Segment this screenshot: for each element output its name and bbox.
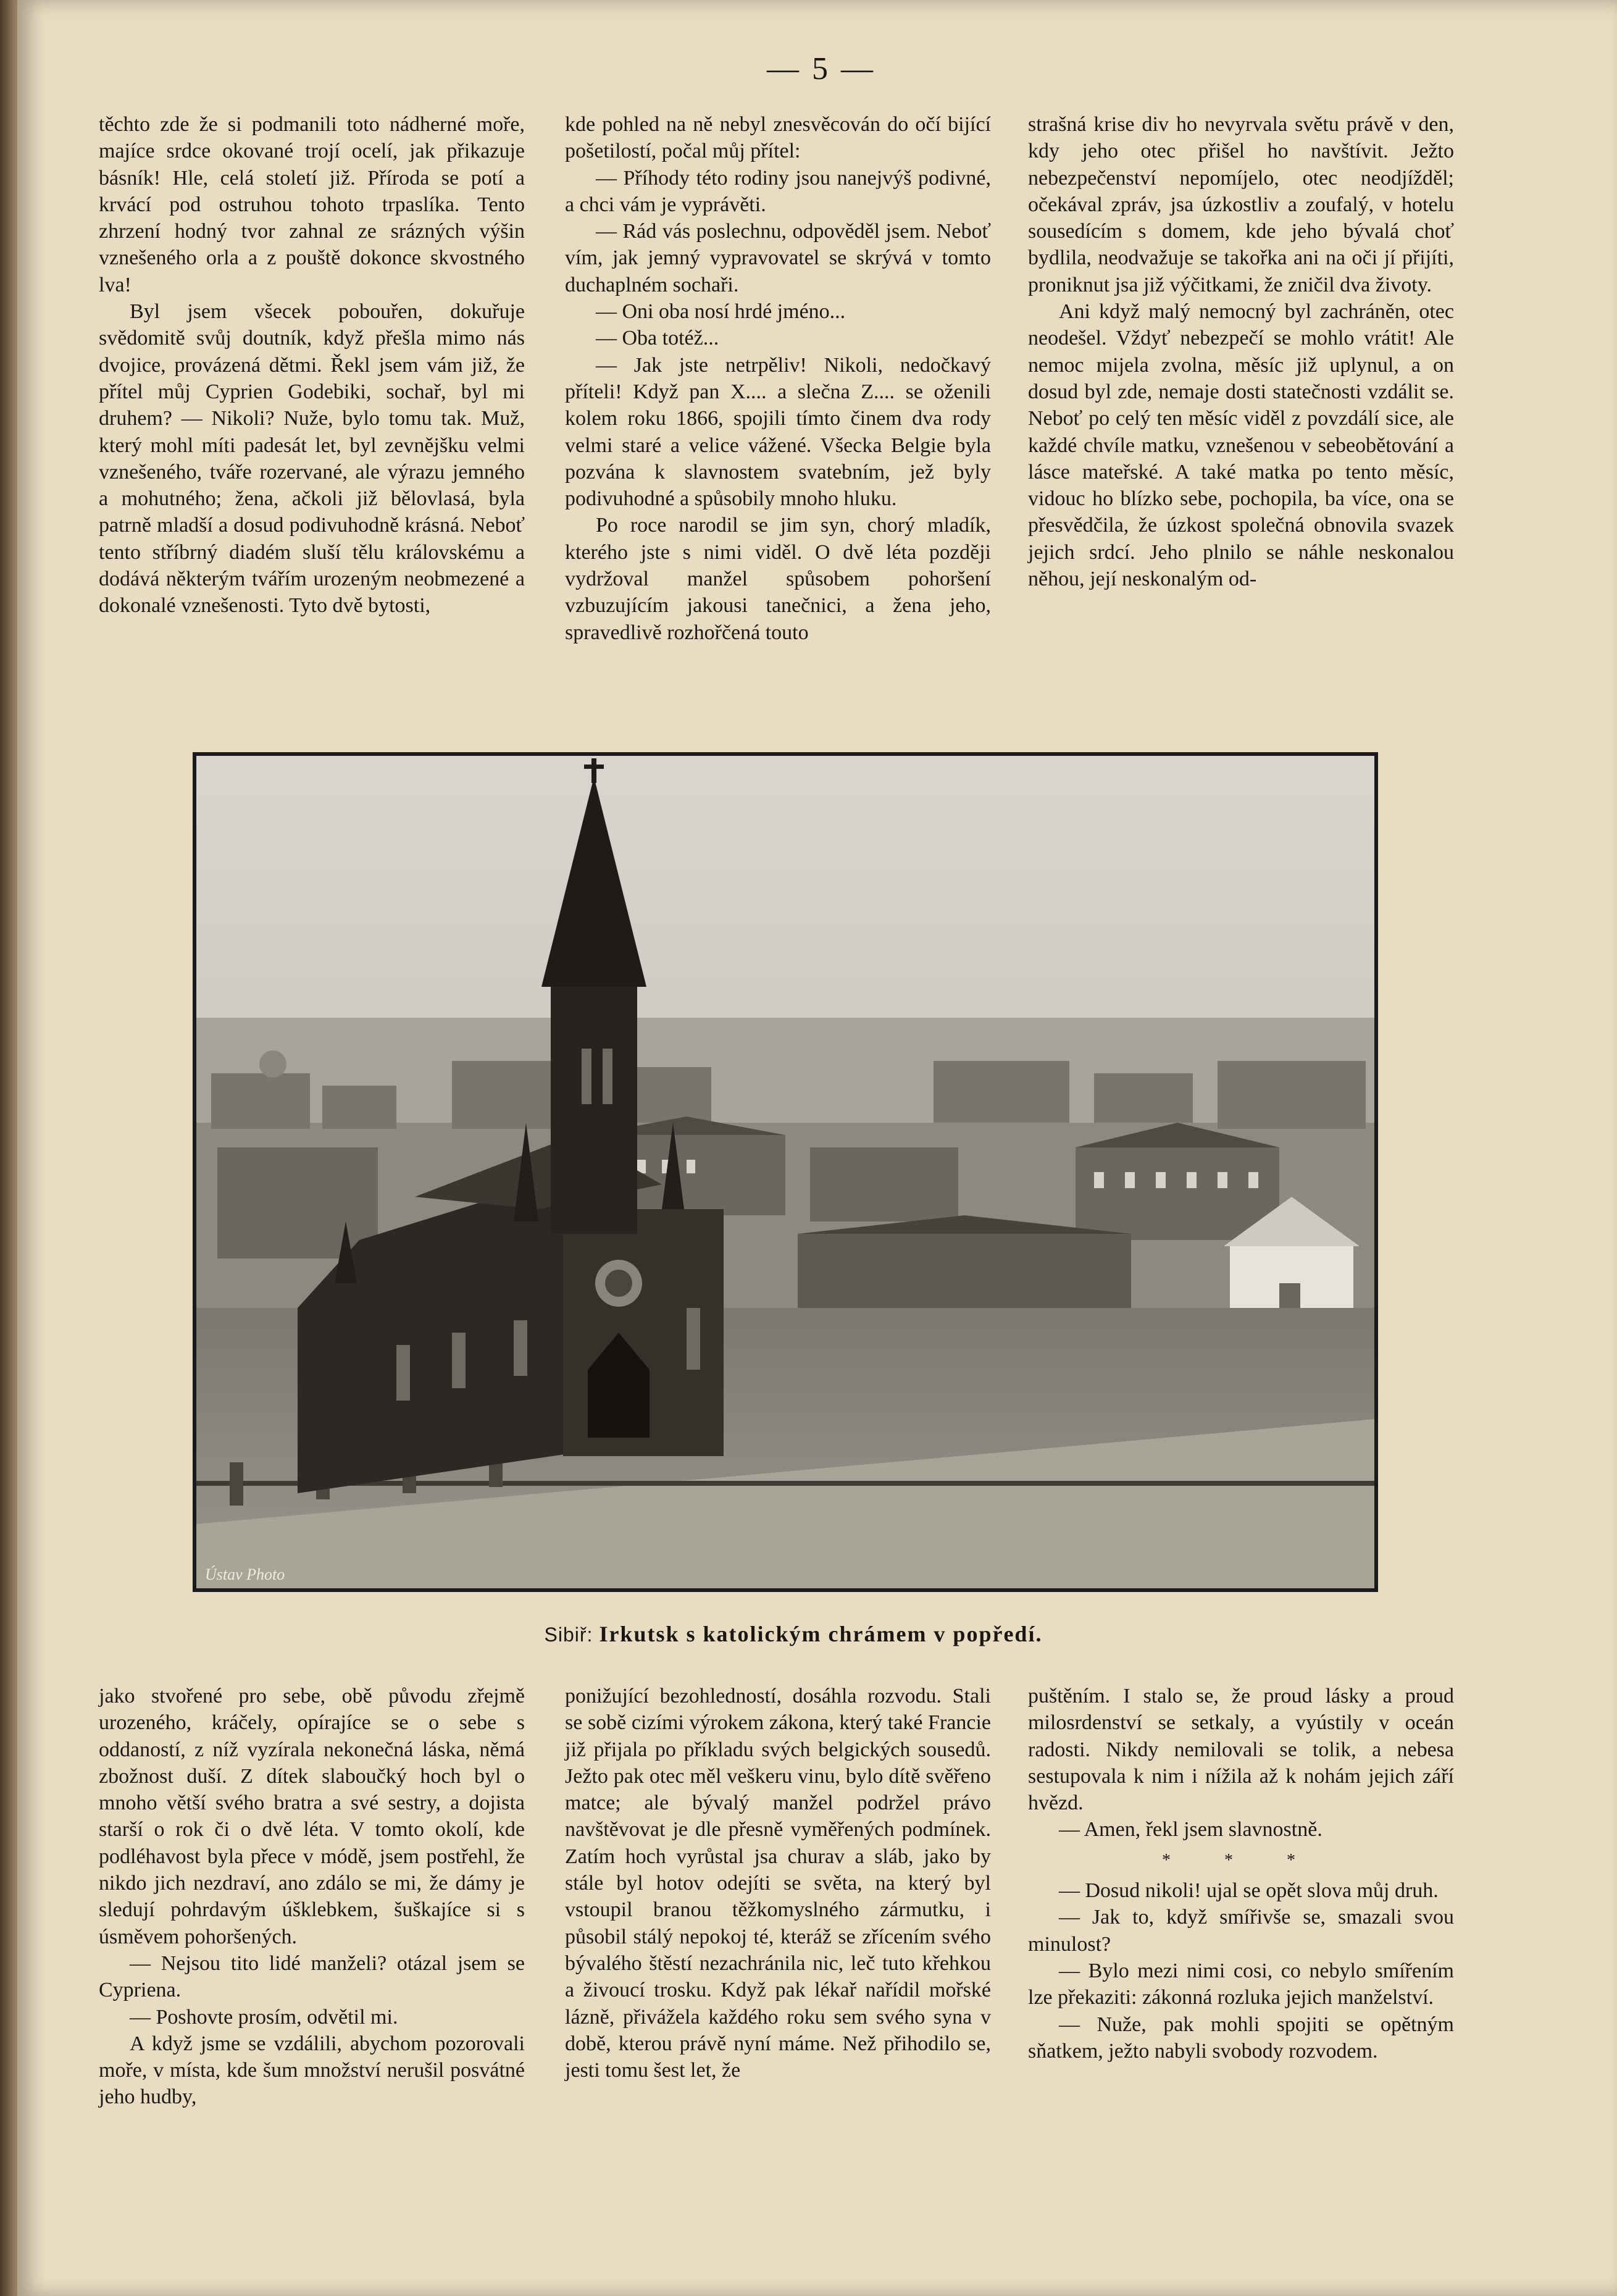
photo-caption <box>99 1621 1488 1647</box>
bottom-column-1 <box>99 1683 525 2239</box>
paragraph: puštěním. I stalo se, že proud lásky a proud milosrdenství se setkaly, a vyústily v oceán radosti. Nikdy nemilovali se tolik, a nebesa sestupovala k nim i nížila až k nohám jejich září hvězd. <box>1028 1685 1454 1815</box>
paragraph: Ani když malý nemocný byl zachráněn, otec neodešel. Vždyť nebezpečí se mohlo vrátit! Ale nemoc mijela zvolna, měsíc již uplynul, a on dosud byl zde, nemaje dosti statečnosti vzdálit se. Neboť po celý ten měsíc viděl z povzdálí sice, ale každé chvíle matku, vznešenou v sebeobětování a lásce mateřské. A také matka po tento měsíc, vidouc ho blízko sebe, pochopila, ba více, ona se přesvědčila, že úzkost společná obnovila svazek jejich srdcí. Jeho plnilo se náhle neskonalou něhou, její neskonalým od- <box>1028 300 1454 591</box>
book-spine <box>0 0 17 2296</box>
bottom-column-3 <box>1028 1683 1454 2239</box>
paragraph: těchto zde že si podmanili toto nádherné moře, majíce srdce okované trojí ocelí, jak přikazuje básník! Hle, celá století již. Příroda se potí a krvácí pod ostruhou tohoto trpaslíka. Tento zhrzení hodný tvor zahnal ze srázných výšin vznešeného orla a z pouště dokonce skvostného lva! <box>99 113 525 296</box>
paragraph: A když jsme se vzdálili, abychom pozorovali moře, v místa, kde šum množství nerušil posvátné jeho hudby, <box>99 2032 525 2109</box>
paragraph: — Jak jste netrpěliv! Nikoli, nedočkavý příteli! Když pan X.... a slečna Z.... se oženili kolem roku 1866, spojili tímto činem dva rody velmi staré a velice vážené. Všecka Belgie byla pozvána k slavnostem svatebním, jež byly podivuhodné a spůsobily mnoho hluku. <box>565 353 991 511</box>
top-column-3 <box>1028 111 1454 698</box>
page-number: — 5 — <box>767 51 875 86</box>
paragraph: — Jak to, když smířivše se, smazali svou minulost? <box>1028 1906 1454 1956</box>
paragraph: — Nuže, pak mohli spojiti se opětným sňatkem, ježto nabyli svobody rozvodem. <box>1028 2013 1454 2063</box>
paragraph: — Oni oba nosí hrdé jméno... <box>596 300 846 324</box>
paragraph: — Amen, řekl jsem slavnostně. <box>1059 1818 1322 1841</box>
paragraph: — Příhody této rodiny jsou nanejvýš podivné, a chci vám je vyprávěti. <box>565 166 991 216</box>
paragraph: kde pohled na ně nebyl znesvěcován do očí bijící pošetilostí, počal můj přítel: <box>565 113 991 163</box>
photographer-signature: Ústav Photo <box>205 1565 285 1583</box>
top-column-2 <box>565 111 991 698</box>
paragraph: jako stvořené pro sebe, obě původu zřejmě urozeného, kráčely, opírajíce se o sebe s oddaností, z níž vyzírala nekonečná láska, němá zbožnost duší. Z dítek slaboučký hoch byl o mnoho větší svého bratra a své sestry, a dojista starší o rok či o dvě léta. V tomto okolí, kde podléhavost byla přece v módě, jsem postřehl, že nikdo jich nezdraví, ano zdálo se mi, že dámy je sledují pohrdavým úšklebkem, šuškajíce si s úsměvem pohoršených. <box>99 1685 525 1948</box>
paragraph: ponižující bezohledností, dosáhla rozvodu. Stali se sobě cizími výrokem zákona, který také Francie již přijala po příkladu svých belgických sousedů. Ježto pak otec měl veškeru vinu, bylo dítě svěřeno matce; ale bývalý manžel podržel právo navštěvovat je dle přesně vyměřených podmínek. Zatím hoch vyrůstal jsa churav a sláb, jako by stále byl hotov odejíti se světa, na který byl vstoupil branou těžkomyslného zármutku, i působil stálý nepokoj té, kteráž se zřícením svého bývalého štěstí nezachránila nic, leč tuto křehkou a živoucí trosku. Když pak lékař nařídil mořské lázně, přivážela každého roku sem svého syna v době, kterou právě nyní máme. Než přihodilo se, jesti tomu šest let, že <box>565 1685 991 2082</box>
paragraph: Byl jsem všecek pobouřen, dokuřuje svědomitě svůj doutník, když přešla mimo nás dvojice, provázená dětmi. Řekl jsem vám již, že přítel můj Cyprien Godebiki, sochař, byl mi druhem? — Nikoli? Nuže, bylo tomu tak. Muž, který mohl míti padesát let, byl zevnějšku velmi vznešeného, tváře rozervané, ale výrazu jemného a mohutného; žena, ačkoli již bělovlasá, byla patrně mladší a dosud podivuhodně krásná. Neboť tento stříbrný diadém sluší tělu královskému a dodává některým tvářím urozeným neobmezené a dokonalé vznešenosti. Tyto dvě bytosti, <box>99 300 525 618</box>
paragraph: Po roce narodil se jim syn, chorý mladík, kterého jste s nimi viděl. O dvě léta později vydržoval manžel spůsobem pohoršení vzbuzujícím jakousi tanečnici, a žena jeho, spravedlivě rozhořčená touto <box>565 514 991 644</box>
irkutsk-cathedral-illustration <box>193 752 1378 1592</box>
paragraph: — Bylo mezi nimi cosi, co nebylo smířením lze překaziti: zákonná rozluka jejich manželství. <box>1028 1959 1454 2009</box>
bottom-column-2 <box>565 1683 991 2239</box>
section-separator: * * * <box>1162 1850 1320 1870</box>
paragraph: — Rád vás poslechnu, odpověděl jsem. Neboť vím, jak jemný vypravovatel se skrývá v tomto duchaplném sochaři. <box>565 220 991 296</box>
top-column-1 <box>99 111 525 698</box>
caption-title: Irkutsk s katolickým chrámem v popředí. <box>599 1622 1043 1646</box>
paragraph: strašná krise div ho nevyrvala světu právě v den, kdy jeho otec přišel ho navštívit. Ježto nebezpečenství nepomíjelo, otec neodjížděl; očekával zpráv, jsa úzkostliv a zoufalý, v hotelu sousedícím s domem, kde jeho bývalá choť bydlila, neodvažuje se takořka ani na oči jí přijíti, proniknut jsa již výčitkami, že zničil dva životy. <box>1028 113 1454 296</box>
paragraph: — Poshovte prosím, odvětil mi. <box>130 2005 398 2029</box>
photograph-irkutsk <box>193 752 1378 1592</box>
caption-label: Sibiř: <box>544 1624 593 1646</box>
paragraph: — Dosud nikoli! ujal se opět slova můj druh. <box>1059 1879 1439 1903</box>
paragraph: — Nejsou tito lidé manželi? otázal jsem se Cypriena. <box>99 1951 525 2002</box>
paragraph: — Oba totéž... <box>596 327 719 350</box>
